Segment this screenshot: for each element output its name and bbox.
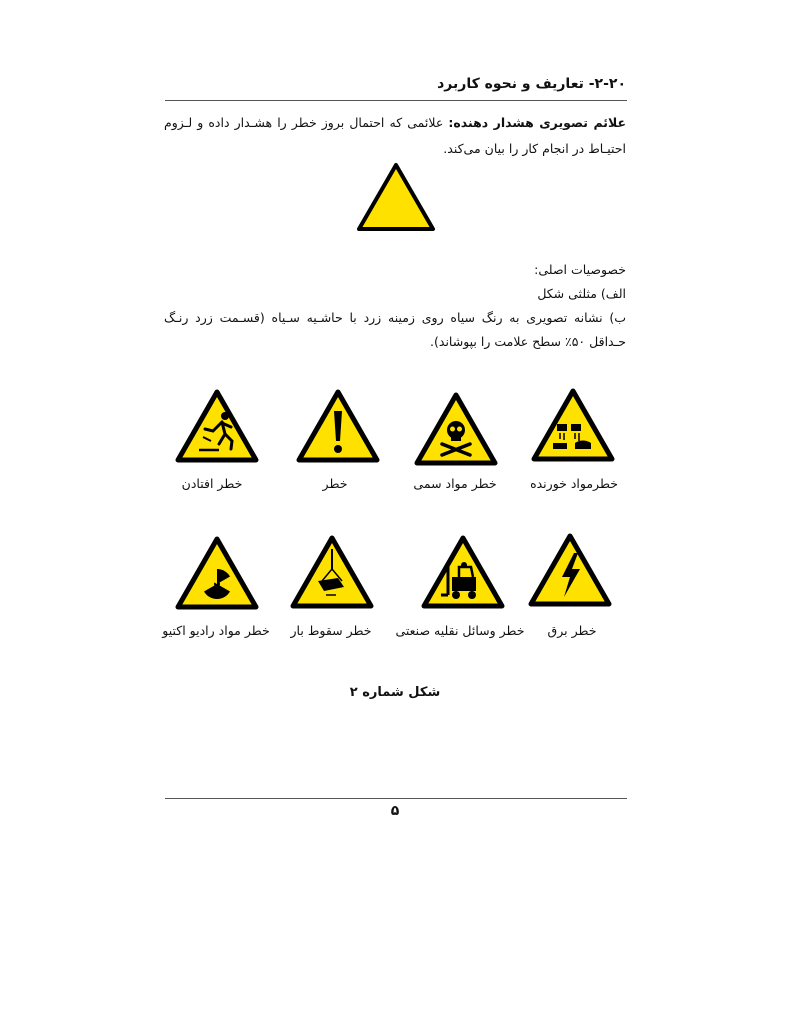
radioactive-icon (175, 536, 259, 610)
lightning-icon (528, 533, 612, 607)
section-title: ۲-۲۰- تعاریف و نحوه کاربرد (437, 76, 626, 92)
corrosive-icon (531, 388, 615, 462)
figure-caption: شکل شماره ۲ (349, 685, 441, 700)
sign-caption-forklift: خطر وسائل نقلیه صنعتی (395, 623, 525, 638)
sign-caption-danger: خطر (322, 476, 348, 491)
definition-term: علائم تصویری هشدار دهنده: (448, 115, 626, 130)
sign-caption-corrosive: خطرمواد خورنده (530, 476, 618, 491)
warning-triangle-icon (356, 162, 436, 232)
definition-text: علائمی که احتمال بروز خطر را هشـدار داده و لـزوم احتیـاط در انجام کار را بیان می‌کند. (164, 115, 626, 156)
suspended-load-icon (290, 535, 374, 609)
features-heading: خصوصیات اصلی: (534, 262, 626, 277)
feature-item-b: ب) نشانه تصویری به رنگ سیاه روی زمینه زرد با حاشـیه سـیاه (قسـمت زرد رنـگ حـداقل ۵۰٪ سطح علامت را بپوشاند). (164, 310, 626, 349)
sign-caption-radioactive: خطر مواد رادیو اکتیو (162, 623, 270, 638)
header-divider (165, 100, 627, 101)
sign-caption-load: خطر سقوط بار (290, 623, 372, 638)
sign-caption-falling: خطر افتادن (181, 476, 243, 491)
page-number: ۵ (390, 803, 400, 819)
exclamation-icon (296, 389, 380, 463)
falling-person-icon (175, 389, 259, 463)
features-list (164, 258, 626, 354)
definition-paragraph (164, 110, 626, 162)
footer-divider (165, 798, 627, 799)
forklift-icon (421, 535, 505, 609)
sign-caption-toxic: خطر مواد سمی (413, 476, 497, 491)
feature-item-a: الف) مثلثی شکل (537, 286, 626, 301)
skull-crossbones-icon (414, 392, 498, 466)
sign-caption-electric: خطر برق (547, 623, 597, 638)
